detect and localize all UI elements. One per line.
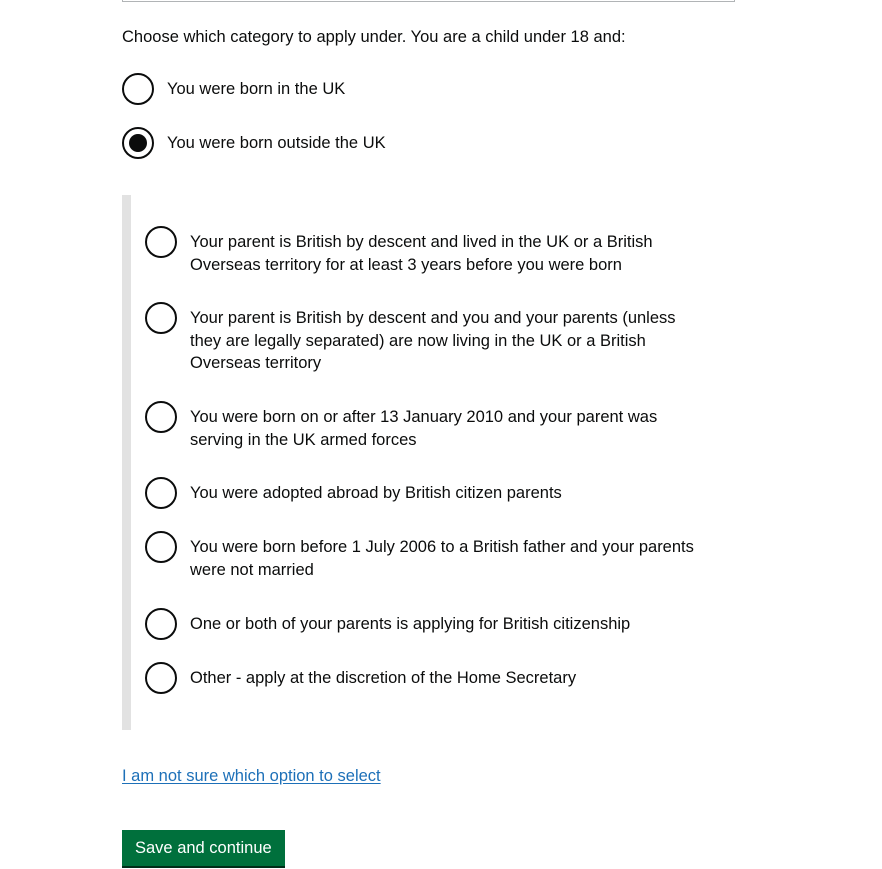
radio-button[interactable] (145, 401, 177, 433)
option-label: You were adopted abroad by British citizen parents (190, 484, 562, 502)
previous-field-box (122, 0, 735, 2)
not-sure-link[interactable]: I am not sure which option to select (122, 767, 381, 785)
radio-button[interactable] (145, 662, 177, 694)
radio-button[interactable] (122, 73, 154, 105)
sub-option-parent-lived-3-years[interactable] (145, 226, 705, 276)
sub-option-adopted-abroad[interactable] (145, 477, 705, 509)
radio-button[interactable] (145, 531, 177, 563)
option-label: Other - apply at the discretion of the Home Secretary (190, 669, 577, 687)
option-born-outside-uk[interactable] (122, 127, 386, 159)
radio-button[interactable] (145, 608, 177, 640)
radio-button[interactable] (145, 226, 177, 258)
radio-button[interactable] (145, 477, 177, 509)
option-label: Your parent is British by descent and you and your parents (unless they are legally separated) are now living in the UK or a British Overseas territory (190, 309, 676, 372)
question-text: Choose which category to apply under. You are a child under 18 and: (122, 28, 626, 46)
save-and-continue-button[interactable]: Save and continue (122, 830, 285, 866)
sub-option-parents-applying[interactable] (145, 608, 705, 640)
radio-button-selected[interactable] (122, 127, 154, 159)
sub-option-born-before-2006[interactable] (145, 531, 705, 581)
option-label: You were born in the UK (167, 80, 346, 98)
option-label: You were born before 1 July 2006 to a British father and your parents were not married (190, 538, 694, 579)
sub-option-armed-forces[interactable] (145, 401, 705, 451)
option-label: You were born outside the UK (167, 134, 386, 152)
option-label: You were born on or after 13 January 2010 and your parent was serving in the UK armed forces (190, 408, 658, 449)
option-label: Your parent is British by descent and lived in the UK or a British Overseas territory for at least 3 years before you were born (190, 233, 653, 274)
conditional-inset-bar (122, 195, 131, 730)
option-born-in-uk[interactable] (122, 73, 345, 105)
option-label: One or both of your parents is applying for British citizenship (190, 615, 631, 633)
radio-button[interactable] (145, 302, 177, 334)
sub-option-parent-living-in-uk[interactable] (145, 302, 705, 375)
sub-option-other-discretion[interactable] (145, 662, 705, 694)
